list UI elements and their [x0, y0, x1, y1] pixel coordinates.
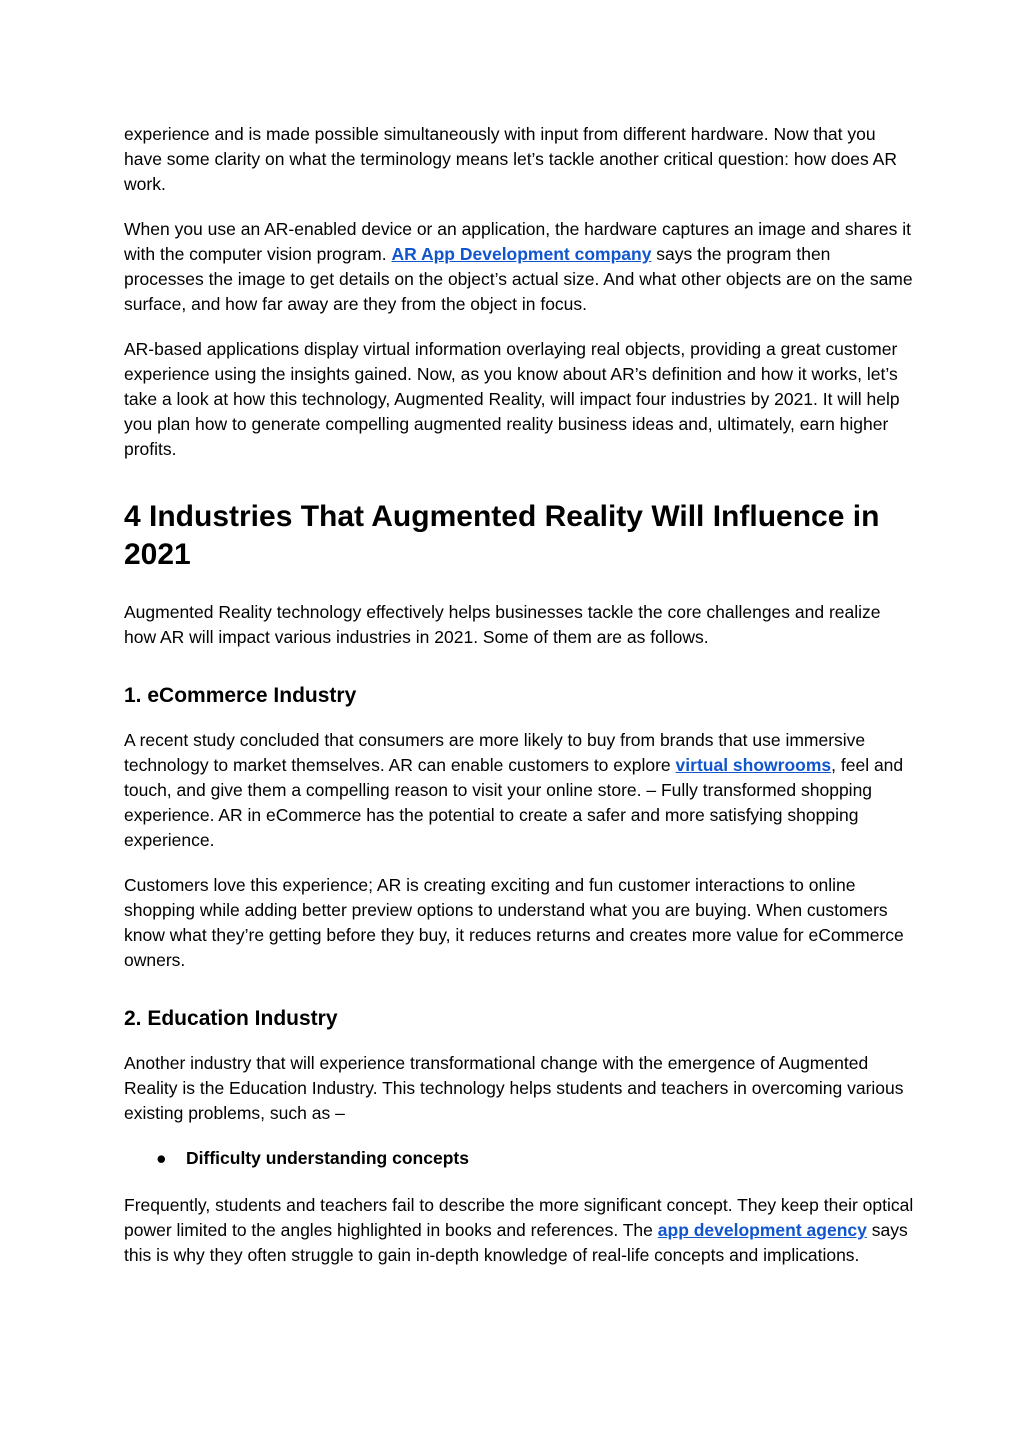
- app-development-agency-link[interactable]: app development agency: [657, 1220, 867, 1240]
- ecommerce-paragraph-1-text-before: A recent study concluded that consumers are more likely to buy from brands that use immersive technology to market themselves. AR can enable customers to explore: [124, 730, 866, 775]
- ecommerce-paragraph-1-text-after: , feel and touch, and give them a compelling reason to visit your online store. – Fully transformed shopping experience. AR in eCommerce has the potential to create a safer and more satisfying shopping experience.: [124, 755, 904, 850]
- ar-app-development-company-link[interactable]: AR App Development company: [391, 244, 652, 264]
- list-item: [156, 1146, 914, 1171]
- education-bullet-list: [124, 1146, 914, 1171]
- education-paragraph-2-text-after: says this is why they often struggle to gain in-depth knowledge of real-life concepts and implications.: [124, 1220, 908, 1265]
- education-paragraph-2: [124, 1193, 914, 1268]
- education-heading: 2. Education Industry: [124, 1007, 338, 1030]
- intro-paragraph-2: [124, 217, 914, 317]
- education-paragraph-2-text-before: Frequently, students and teachers fail to describe the more significant concept. They keep their optical power limited to the angles highlighted in books and references. The: [124, 1195, 914, 1240]
- virtual-showrooms-link[interactable]: virtual showrooms: [675, 755, 832, 775]
- education-paragraph-1: Another industry that will experience transformational change with the emergence of Augmented Reality is the Education Industry. This technology helps students and teachers in overcoming various existing problems, such as –: [124, 1053, 904, 1123]
- ecommerce-paragraph-1: [124, 728, 914, 853]
- intro-paragraph-1: experience and is made possible simultaneously with input from different hardware. Now that you have some clarity on what the terminology means let’s tackle another critical question: how does AR work.: [124, 124, 897, 194]
- intro-paragraph-2-text-after: says the program then processes the image to get details on the object’s actual size. And what other objects are on the same surface, and how far away are they from the object in focus.: [124, 244, 913, 314]
- document-page: [124, 122, 914, 1288]
- section-intro-paragraph: Augmented Reality technology effectively helps businesses tackle the core challenges and realize how AR will impact various industries in 2021. Some of them are as follows.: [124, 602, 881, 647]
- section-heading: 4 Industries That Augmented Reality Will Influence in 2021: [124, 500, 880, 571]
- ecommerce-heading: 1. eCommerce Industry: [124, 684, 357, 707]
- bullet-icon: ●: [156, 1148, 167, 1168]
- intro-paragraph-3: AR-based applications display virtual information overlaying real objects, providing a great customer experience using the insights gained. Now, as you know about AR’s definition and how it works, let’s take a look at how this technology, Augmented Reality, will impact four industries by 2021. It will help you plan how to generate compelling augmented reality business ideas and, ultimately, earn higher profits.: [124, 339, 900, 459]
- bullet-text: Difficulty understanding concepts: [186, 1148, 469, 1168]
- intro-paragraph-2-text-before: When you use an AR-enabled device or an application, the hardware captures an image and shares it with the computer vision program.: [124, 219, 912, 264]
- ecommerce-paragraph-2: Customers love this experience; AR is creating exciting and fun customer interactions to online shopping while adding better preview options to understand what you are buying. When customers know what they’re getting before they buy, it reduces returns and creates more value for eCommerce owners.: [124, 875, 904, 970]
